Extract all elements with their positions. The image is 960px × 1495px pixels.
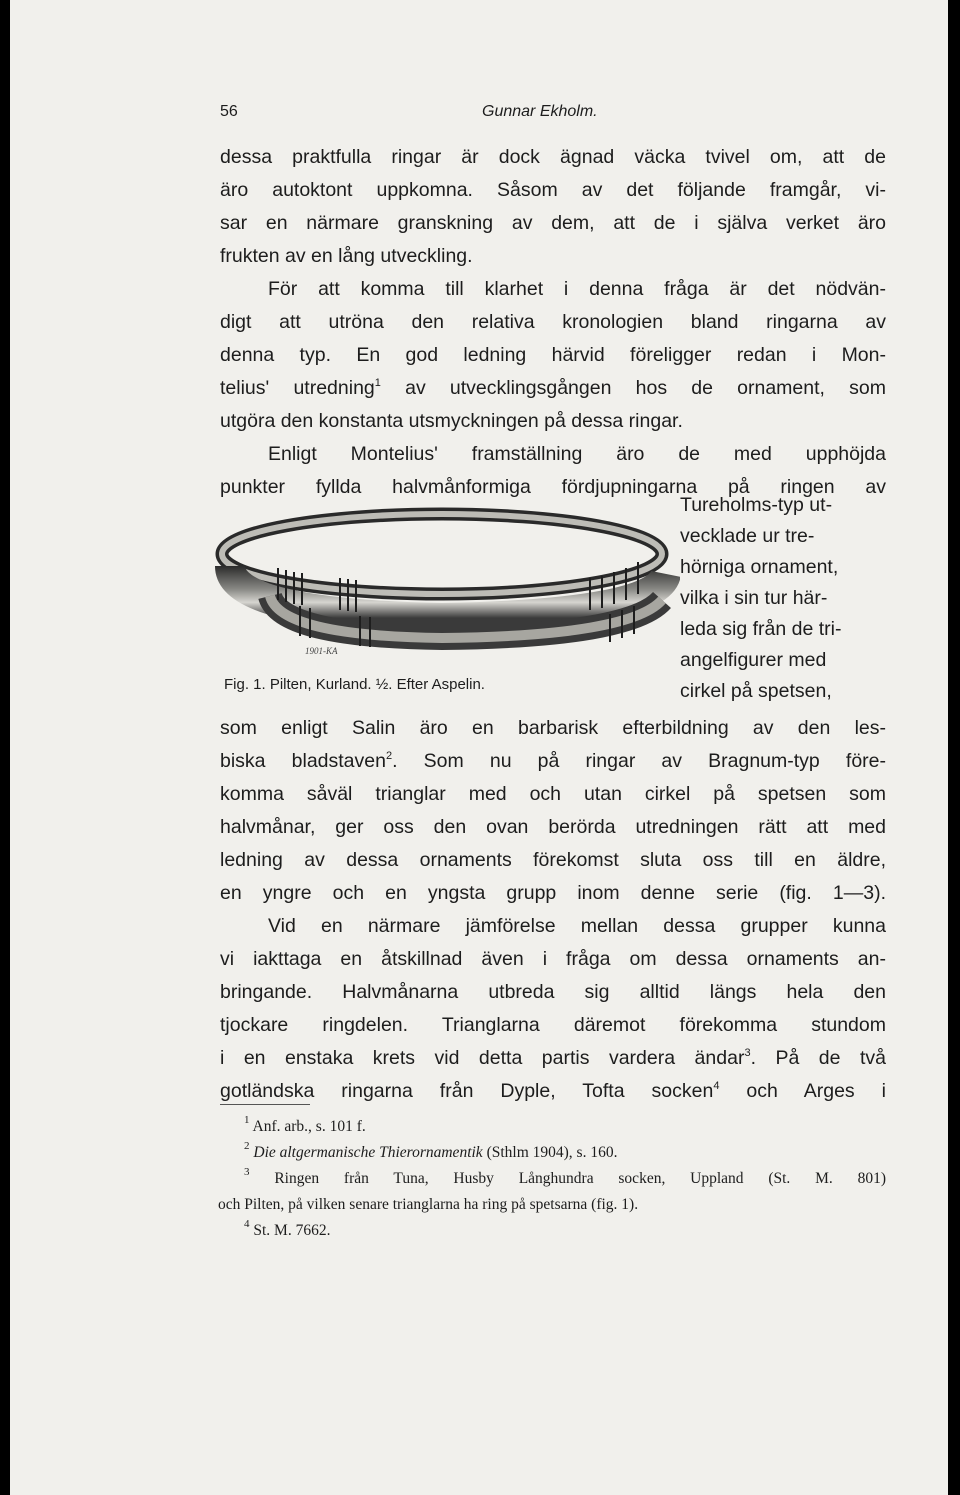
- text-fragment: . Som nu på ringar av Bragnum-typ före-: [392, 750, 886, 772]
- text-line: tjockare ringdelen. Trianglarna däremot förekomma stundom: [220, 1014, 886, 1036]
- page-number: 56: [220, 103, 238, 120]
- footnote-text: (Sthlm 1904), s. 160.: [482, 1144, 618, 1161]
- text-fragment: i en enstaka krets vid detta partis vardera ändar: [220, 1047, 745, 1069]
- footnote-marker: 4: [713, 1080, 720, 1092]
- body-text-upper: [220, 141, 886, 504]
- text-line: en yngre och en yngsta grupp inom denne serie (fig. 1—3).: [220, 882, 886, 904]
- text-line: ledning av dessa ornaments förekomst sluta oss till en äldre,: [220, 849, 886, 871]
- text-fragment: telius' utredning: [220, 377, 375, 399]
- side-text-line: Tureholms-typ ut-: [680, 494, 833, 516]
- text-line: Vid en närmare jämförelse mellan dessa grupper kunna: [268, 915, 886, 937]
- text-fragment: gotländska ringarna från Dyple, Tofta socken: [220, 1080, 714, 1102]
- side-text-line: vilka i sin tur här-: [680, 587, 828, 609]
- text-line: frukten av en lång utveckling.: [220, 245, 473, 267]
- footnote-text: Ringen från Tuna, Husby Långhundra socken, Uppland (St. M. 801): [274, 1170, 887, 1187]
- text-line: äro autoktont uppkomna. Såsom av det följande framgår, vi-: [220, 179, 886, 201]
- text-line: komma såväl trianglar med och utan cirkel på spetsen som: [220, 783, 886, 805]
- footnote-number: 1: [244, 1114, 250, 1126]
- footnotes: [218, 1114, 886, 1244]
- text-line: halvmånar, ger oss den ovan berörda utredningen rätt att med: [220, 816, 886, 838]
- footnote-2: [218, 1140, 886, 1166]
- footnote-number: 4: [244, 1218, 250, 1230]
- text-line: digt att utröna den relativa kronologien bland ringarna av: [220, 311, 886, 333]
- text-line: [220, 1042, 886, 1075]
- footnote-marker: 2: [385, 750, 393, 762]
- side-text-column: [680, 490, 886, 707]
- body-text-lower: [220, 712, 886, 1108]
- footnote-rule: [220, 1104, 310, 1105]
- text-line: vi iakttaga en åtskillnad även i fråga om dessa ornaments an-: [220, 948, 886, 970]
- running-title: Gunnar Ekholm.: [482, 103, 598, 120]
- text-line: Enligt Montelius' framställning äro de med upphöjda: [268, 443, 886, 465]
- footnote-text: St. M. 7662.: [253, 1222, 331, 1239]
- footnote-4: [218, 1218, 886, 1244]
- ring-illustration: [210, 496, 680, 672]
- text-line: sar en närmare granskning av dem, att de i själva verket äro: [220, 212, 886, 234]
- text-line: [220, 372, 886, 405]
- text-fragment: av utvecklingsgången hos de ornament, som: [405, 377, 886, 399]
- text-line: [220, 745, 886, 778]
- text-line: För att komma till klarhet i denna fråga är det nödvän-: [268, 278, 886, 300]
- figure-caption: Fig. 1. Pilten, Kurland. ½. Efter Aspelin.: [224, 676, 485, 693]
- footnote-3: [218, 1166, 886, 1192]
- footnote-1: [218, 1114, 886, 1140]
- footnote-3-cont: och Pilten, på vilken senare trianglarna ha ring på spetsarna (fig. 1).: [218, 1196, 639, 1213]
- side-text-line: angelfigurer med: [680, 649, 827, 671]
- footnote-number: 2: [244, 1140, 250, 1152]
- artist-signature: 1901-KA: [305, 646, 338, 656]
- text-fragment: . På de två: [750, 1047, 886, 1069]
- footnote-title: Die altgermanische Thierornamentik: [253, 1144, 483, 1161]
- text-line: bringande. Halvmånarna utbreda sig alltid längs hela den: [220, 981, 886, 1003]
- text-line: dessa praktfulla ringar är dock ägnad väcka tvivel om, att de: [220, 146, 886, 168]
- text-line: denna typ. En god ledning härvid föreligger redan i Mon-: [220, 344, 886, 366]
- side-text-line: leda sig från de tri-: [680, 618, 842, 640]
- side-text-line: vecklade ur tre-: [680, 525, 815, 547]
- footnote-text: Anf. arb., s. 101 f.: [252, 1118, 366, 1135]
- text-fragment: biska bladstaven: [220, 750, 386, 772]
- text-line: punkter fyllda halvmånformiga fördjupningarna på ringen av: [220, 476, 886, 498]
- side-text-line: cirkel på spetsen,: [680, 680, 832, 702]
- footnote-number: 3: [244, 1166, 250, 1178]
- text-line: [220, 1075, 886, 1108]
- text-fragment: och Arges i: [719, 1080, 886, 1102]
- text-line: som enligt Salin äro en barbarisk efterbildning av den les-: [220, 717, 886, 739]
- footnote-marker: 3: [744, 1047, 751, 1059]
- footnote-marker: 1: [374, 377, 381, 389]
- text-line: utgöra den konstanta utsmyckningen på dessa ringar.: [220, 410, 683, 432]
- side-text-line: hörniga ornament,: [680, 556, 839, 578]
